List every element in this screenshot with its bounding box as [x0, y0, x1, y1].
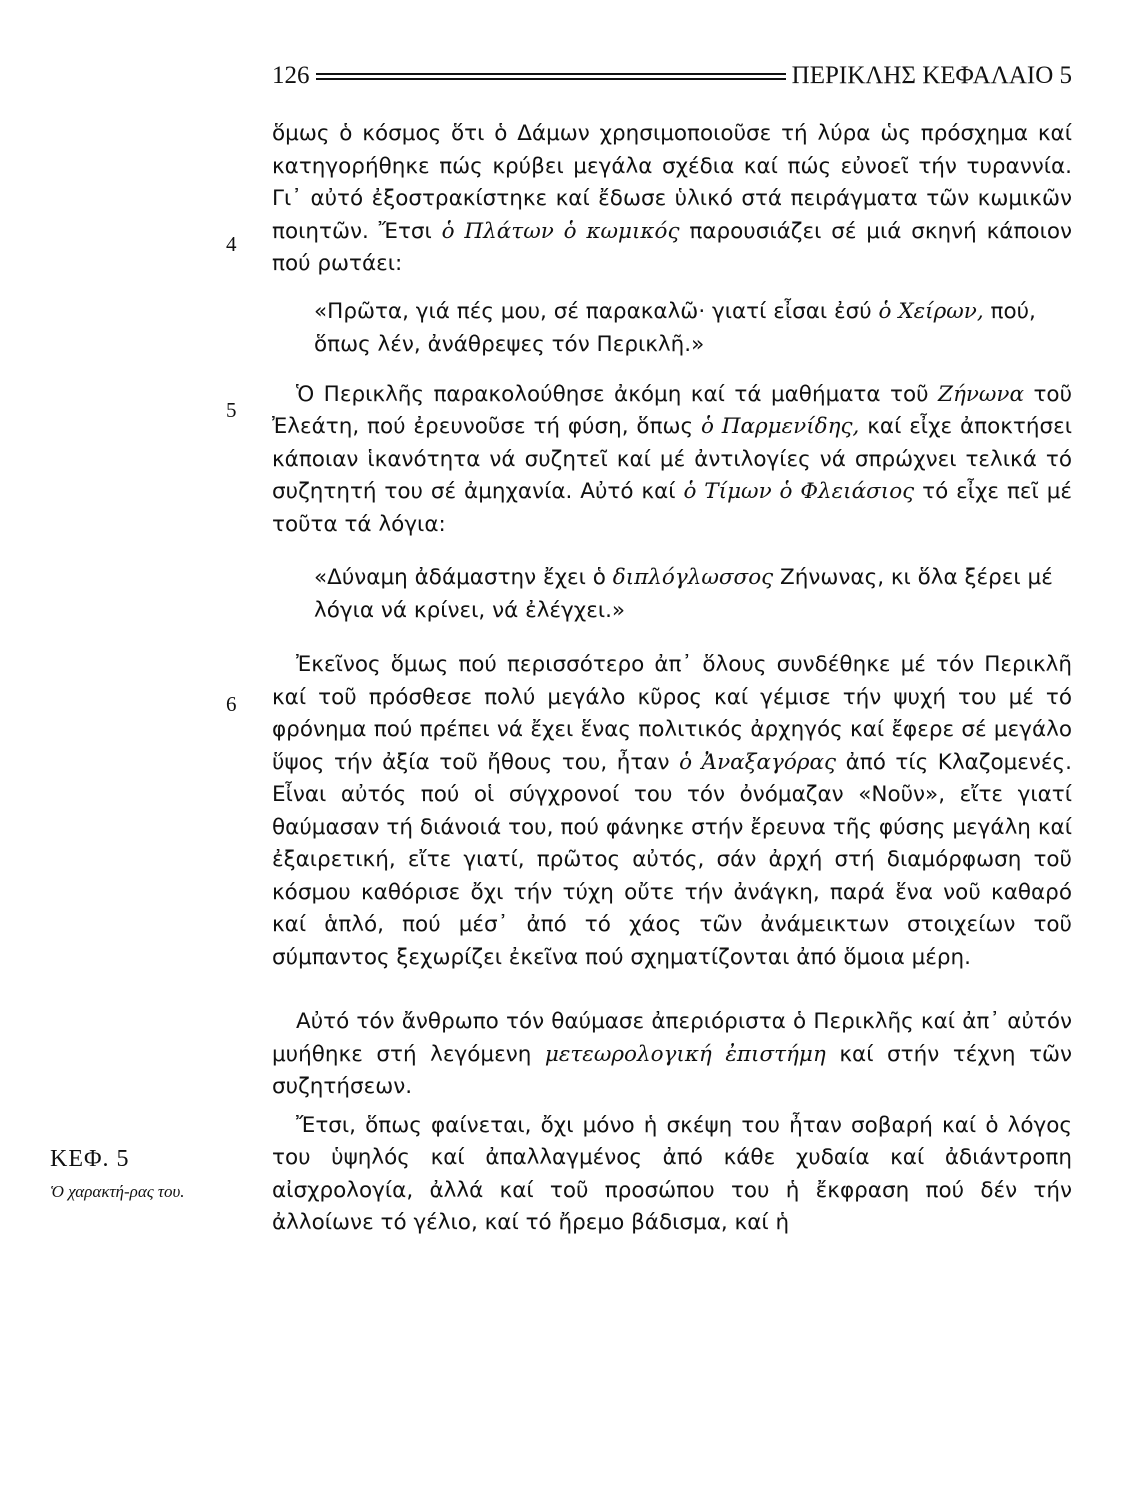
text-italic: μετεωρολογική ἐπιστήμη	[544, 1041, 826, 1067]
quote-plato	[314, 295, 1072, 361]
paragraph-number-4: 4	[226, 232, 237, 256]
running-title: ΠΕΡΙΚΛΗΣ ΚΕΦΑΛΑΙΟ 5	[791, 62, 1072, 89]
text-run: Ὁ Περικλῆς παρακολούθησε ἀκόμη καί τά μαθήματα τοῦ	[296, 381, 938, 407]
paragraph-character	[272, 1006, 1072, 1104]
text-run: «Δύναμη ἀδάμαστην ἔχει ὁ	[314, 565, 613, 590]
text-run: Ζήνωνας, κι ὅλα ξέρει μέ λόγια νά κρίνει, νά ἐλέγχει.»	[314, 565, 1053, 623]
section-gap	[272, 974, 1072, 1006]
text-run: «Πρῶτα, γιά πές μου, σέ παρακαλῶ· γιατί εἶσαι ἐσύ	[314, 298, 879, 324]
text-run: καί εἶχε ἀποκτήσει κάποιαν ἱκανότητα νά συζητεῖ καί μέ ἀντιλογίες νά σπρώχνει τελικά τό συζητητή του σέ ἀμηχανία. Αὐτό καί	[272, 414, 1073, 504]
text-italic: διπλόγλωσσος	[612, 565, 774, 590]
margin-description: Ὁ χαρακτή-ρας του.	[50, 1182, 185, 1201]
paragraph-6	[272, 649, 1072, 974]
paragraph-number-6: 6	[226, 692, 237, 716]
running-header	[272, 58, 1072, 94]
quote-timon	[314, 561, 1072, 627]
main-text	[272, 118, 1072, 1240]
header-rule	[316, 73, 786, 80]
paragraph-continuation	[272, 118, 1072, 281]
text-italic: Ζήνωνα	[938, 381, 1025, 407]
paragraph-number-5: 5	[226, 398, 237, 422]
text-italic: ὁ Πλάτων ὁ κωμικός	[441, 218, 680, 244]
text-italic: ὁ Ἀναξαγόρας	[679, 749, 837, 775]
margin-chapter: ΚΕΦ. 5	[50, 1146, 130, 1172]
margin-note	[50, 1146, 200, 1202]
text-run: πού, ὅπως λέν, ἀνάθρεψες τόν Περικλῆ.»	[314, 298, 1036, 357]
text-run: παρουσιάζει σέ μιά σκηνή κάποιον πού ρωτάει:	[272, 218, 1073, 276]
paragraph-5	[272, 379, 1072, 542]
text-run: τοῦ Ἐλεάτη, πού ἐρευνοῦσε τή φύση, ὅπως	[272, 381, 1073, 439]
text-italic: ὁ Τίμων ὁ Φλειάσιος	[683, 479, 915, 504]
paragraph-demeanor: Ἔτσι, ὅπως φαίνεται, ὄχι μόνο ἡ σκέψη του ἦταν σοβαρή καί ὁ λόγος του ὑψηλός καί ἀπαλλαγμένος ἀπό κάθε χυδαία καί ἀδιάντροπη αἰσχρολογία, ἀλλά καί τοῦ προσώπου του ἡ ἔκφραση πού δέν τήν ἀλλοίωνε τό γέλιο, καί τό ἤρεμο βάδισμα, καί ἡ	[272, 1112, 1072, 1235]
text-run: ὅμως ὁ κόσμος ὅτι ὁ Δάμων χρησιμοποιοῦσε τή λύρα ὡς πρόσχημα καί κατηγορήθηκε πώς κρύβει μεγάλα σχέδια καί πώς εὐνοεῖ τήν τυραννία. Γι᾽ αὐτό ἐξοστρακίστηκε καί ἔδωσε ὑλικό στά πειράγματα τῶν κωμικῶν ποιητῶν. Ἔτσι	[272, 121, 1072, 244]
text-run: καί στήν τέχνη τῶν συζητήσεων.	[272, 1041, 1072, 1099]
text-italic: ὁ Παρμενίδης,	[700, 414, 860, 439]
text-run: Αὐτό τόν ἄνθρωπο τόν θαύμασε ἀπεριόριστα ὁ Περικλῆς καί ἀπ᾽ αὐτόν μυήθηκε στή λεγόμενη	[272, 1009, 1072, 1067]
text-italic: ὁ Χείρων,	[878, 298, 984, 324]
text-run: Ἐκεῖνος ὅμως πού περισσότερο ἀπ᾽ ὅλους συνδέθηκε μέ τόν Περικλῆ καί τοῦ πρόσθεσε πολύ μεγάλο κῦρος καί γέμισε τήν ψυχή του μέ τό φρόνημα πού πρέπει νά ἔχει ἕνας πολιτικός ἀρχηγός καί ἔφερε σέ μεγάλο ὕψος τήν ἀξία τοῦ ἤθους του, ἦταν	[272, 652, 1072, 775]
text-run: τό εἶχε πεῖ μέ τοῦτα τά λόγια:	[272, 479, 1072, 537]
text-run: ἀπό τίς Κλαζομενές. Εἶναι αὐτός πού οἱ σύγχρονοί του τόν ὀνόμαζαν «Νοῦν», εἴτε γιατί θαύμασαν τή διάνοιά του, πού φάνηκε στήν ἔρευνα τῆς φύσης μεγάλη καί ἐξαιρετική, εἴτε γιατί, πρῶτος αὐτός, σάν ἀρχή στή διαμόρφωση τοῦ κόσμου καθόρισε ὄχι τήν τύχη οὔτε τήν ἀνάγκη, παρά ἕνα νοῦ καθαρό καί ἁπλό, πού μέσ᾽ ἀπό τό χάος τῶν ἀνάμεικτων στοιχείων τοῦ σύμπαντος ξεχωρίζει ἐκεῖνα πού σχηματίζονται ἀπό ὅμοια μέρη.	[272, 749, 1073, 970]
page-number: 126	[272, 62, 310, 89]
